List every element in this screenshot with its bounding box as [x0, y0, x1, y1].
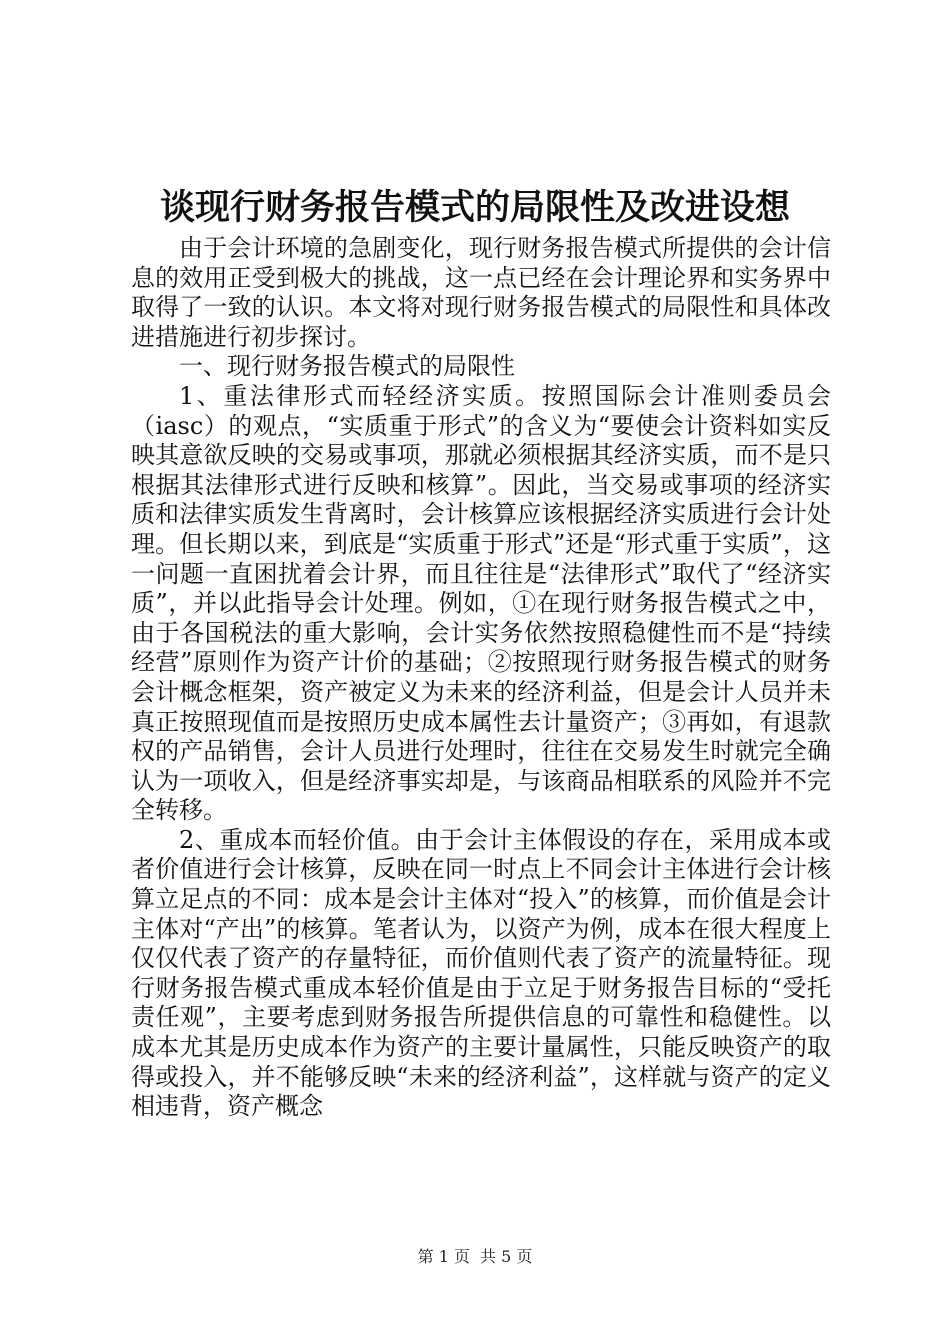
section-heading: 一、现行财务报告模式的局限性 [179, 352, 515, 381]
document-title: 谈现行财务报告模式的局限性及改进设想 [159, 187, 790, 228]
paragraph-point-2: 2、重成本而轻价值。由于会计主体假设的存在，采用成本或者价值进行会计核算，反映在同一时点上不同会计主体进行会计核算立足点的不同：成本是会计主体对“投入”的核算，而价值是会计主体对“产出”的核算。笔者认为，以资产为例，成本在很大程度上仅仅代表了资产的存量特征，而价值则代表了资产的流量特征。现行财务报告模式重成本轻价值是由于立足于财务报告目标的“受托责任观”，主要考虑到财务报告所提供信息的可靠性和稳健性。以成本尤其是历史成本作为资产的主要计量属性，只能反映资产的取得或投入，并不能够反映“未来的经济利益”，这样就与资产的定义相违背，资产概念 [131, 825, 831, 1121]
page-number: 第 1 页 [417, 1247, 470, 1266]
document-body [131, 234, 831, 1122]
page-footer [0, 1247, 950, 1267]
paragraph-intro: 由于会计环境的急剧变化，现行财务报告模式所提供的会计信息的效用正受到极大的挑战，这一点已经在会计理论界和实务界中取得了一致的认识。本文将对现行财务报告模式的局限性和具体改进措施进行初步探讨。 [131, 234, 831, 351]
paragraph-point-1: 1、重法律形式而轻经济实质。按照国际会计准则委员会（iasc）的观点，“实质重于形式”的含义为“要使会计资料如实反映其意欲反映的交易或事项，那就必须根据其经济实质，而不是只根据其法律形式进行反映和核算”。因此，当交易或事项的经济实质和法律实质发生背离时，会计核算应该根据经济实质进行会计处理。但长期以来，到底是“实质重于形式”还是“形式重于实质”，这一问题一直困扰着会计界，而且往往是“法律形式”取代了“经济实质”，并以此指导会计处理。例如，①在现行财务报告模式之中，由于各国税法的重大影响，会计实务依然按照稳健性而不是“持续经营”原则作为资产计价的基础；②按照现行财务报告模式的财务会计概念框架，资产被定义为未来的经济利益，但是会计人员并未真正按照现值而是按照历史成本属性去计量资产；③再如，有退款权的产品销售，会计人员进行处理时，往往在交易发生时就完全确认为一项收入，但是经济事实却是，与该商品相联系的风险并不完全转移。 [131, 381, 831, 825]
page-total: 共 5 页 [480, 1247, 533, 1266]
